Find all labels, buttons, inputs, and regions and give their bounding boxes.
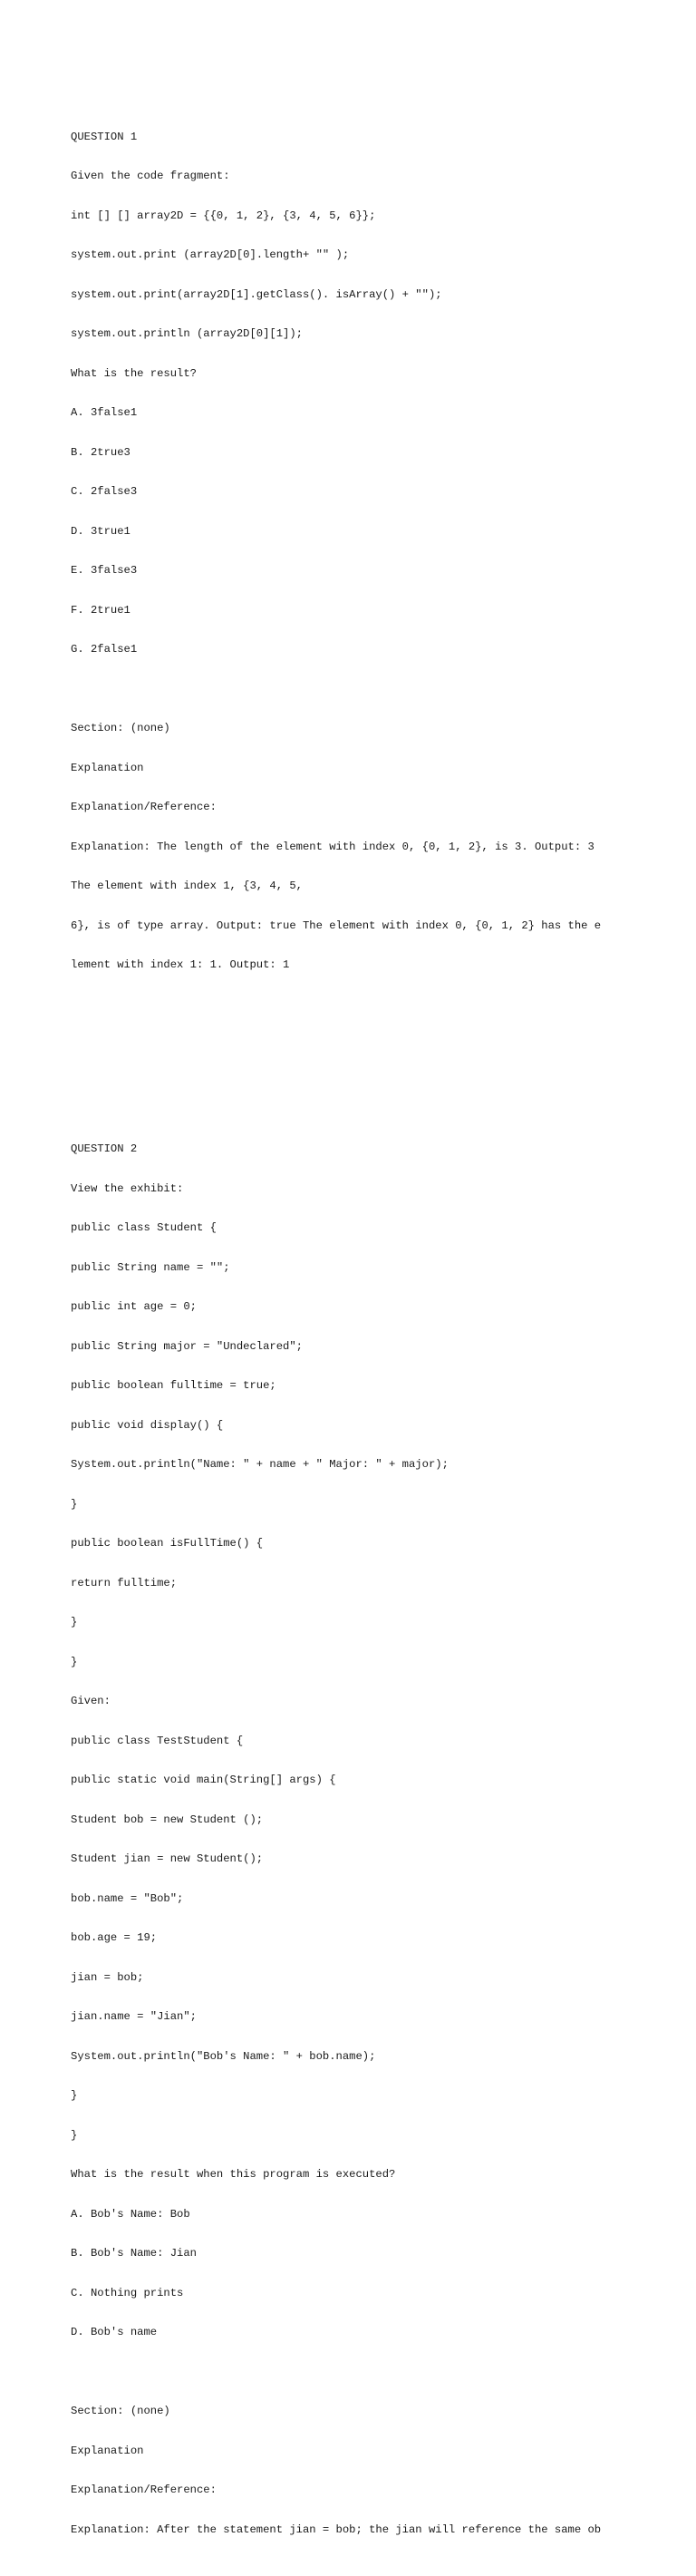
code-line: bob.age = 19; <box>71 1931 158 1944</box>
spacer <box>71 1037 687 1064</box>
question-1 <box>71 104 687 998</box>
code-line: public boolean isFullTime() { <box>71 1537 264 1550</box>
explanation-text-line: 6}, is of type array. Output: true The element with index 0, {0, 1, 2} has the e <box>71 919 602 932</box>
code-line: public class TestStudent { <box>71 1734 244 1747</box>
explanation-text-line: Explanation: After the statement jian = bob; the jian will reference the same ob <box>71 2523 602 2536</box>
question-text-line: Given: <box>71 1695 111 1707</box>
code-line: } <box>71 2128 78 2142</box>
code-line: public void display() { <box>71 1418 224 1432</box>
answer-option: F. 2true1 <box>71 603 130 617</box>
explanation-text-line: The element with index 1, {3, 4, 5, <box>71 880 303 892</box>
code-line: system.out.println (array2D[0][1]); <box>71 327 303 340</box>
spacer <box>71 683 687 696</box>
section-label: Section: (none) <box>71 722 170 734</box>
question-heading: QUESTION 2 <box>71 1142 138 1155</box>
explanation-heading: Explanation <box>71 2444 144 2457</box>
code-line: } <box>71 1497 78 1511</box>
answer-option: G. 2false1 <box>71 643 138 656</box>
question-prompt: What is the result? <box>71 366 197 380</box>
answer-option: A. 3false1 <box>71 406 138 419</box>
answer-option: D. 3true1 <box>71 524 130 538</box>
code-line: bob.name = "Bob"; <box>71 1891 184 1905</box>
answer-option: B. 2true3 <box>71 445 130 459</box>
code-line: Student jian = new Student(); <box>71 1852 264 1865</box>
explanation-reference-heading: Explanation/Reference: <box>71 2484 217 2496</box>
code-line: return fulltime; <box>71 1576 178 1589</box>
code-line: system.out.print(array2D[1].getClass(). isArray() + ""); <box>71 287 442 301</box>
answer-option: E. 3false3 <box>71 564 138 577</box>
code-line: System.out.println("Bob's Name: " + bob.name); <box>71 2049 376 2063</box>
question-heading: QUESTION 1 <box>71 130 138 143</box>
code-line: public boolean fulltime = true; <box>71 1379 276 1392</box>
explanation-heading: Explanation <box>71 761 144 774</box>
answer-option: D. Bob's name <box>71 2326 158 2338</box>
code-line: public String name = ""; <box>71 1260 230 1274</box>
question-text-line: Given the code fragment: <box>71 170 230 182</box>
code-line: Student bob = new Student (); <box>71 1813 264 1826</box>
explanation-reference-heading: Explanation/Reference: <box>71 801 217 813</box>
code-line: jian = bob; <box>71 1970 144 1984</box>
code-line: } <box>71 1655 78 1668</box>
answer-option: A. Bob's Name: Bob <box>71 2207 190 2221</box>
code-line: public String major = "Undeclared"; <box>71 1339 303 1353</box>
section-label: Section: (none) <box>71 2405 170 2417</box>
code-line: } <box>71 1616 78 1628</box>
answer-option: C. Nothing prints <box>71 2286 184 2299</box>
code-line: jian.name = "Jian"; <box>71 2010 197 2023</box>
code-line: public static void main(String[] args) { <box>71 1774 336 1786</box>
code-line: int [] [] array2D = {{0, 1, 2}, {3, 4, 5, 6}}; <box>71 209 376 222</box>
question-prompt: What is the result when this program is executed? <box>71 2168 396 2181</box>
code-line: system.out.print (array2D[0].length+ "" ); <box>71 248 350 261</box>
code-line: System.out.println("Name: " + name + " Major: " + major); <box>71 1458 449 1471</box>
explanation-text-line: Explanation: The length of the element with index 0, {0, 1, 2}, is 3. Output: 3 <box>71 840 594 853</box>
question-text-line: View the exhibit: <box>71 1181 184 1195</box>
document-page <box>71 64 687 2576</box>
explanation-text-line: lement with index 1: 1. Output: 1 <box>71 958 290 971</box>
code-line: } <box>71 2089 78 2102</box>
code-line: public int age = 0; <box>71 1300 197 1313</box>
question-2 <box>71 1116 687 2562</box>
answer-option: C. 2false3 <box>71 485 138 498</box>
spacer <box>71 2366 687 2379</box>
code-line: public class Student { <box>71 1221 217 1234</box>
answer-option: B. Bob's Name: Jian <box>71 2247 197 2260</box>
